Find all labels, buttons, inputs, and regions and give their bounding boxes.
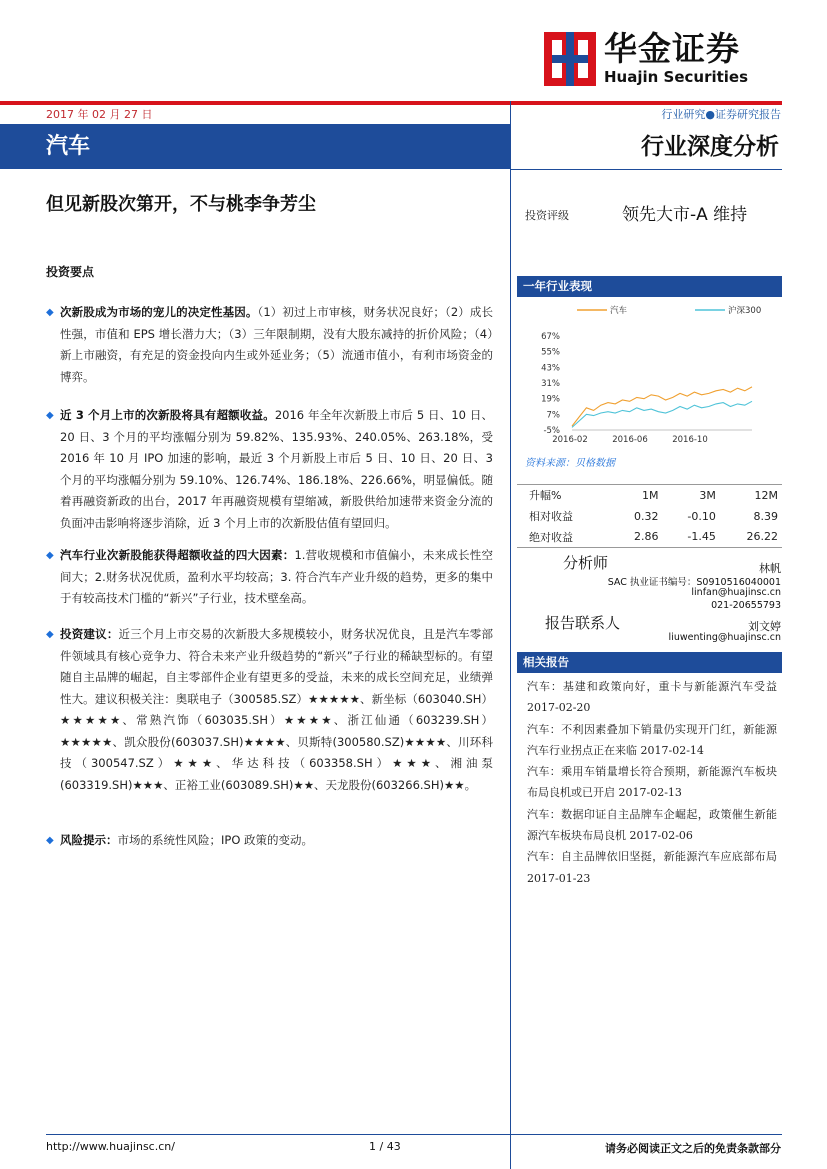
page-number: 1 / 43: [369, 1140, 401, 1153]
table-header-cell: 12M: [720, 485, 782, 506]
legend-label: 汽车: [610, 306, 628, 316]
related-report-item[interactable]: 汽车：基建和政策向好，重卡与新能源汽车受益 2017-02-20: [527, 680, 777, 715]
x-tick-label: 2016-10: [672, 435, 708, 445]
footer-rule: [46, 1134, 782, 1135]
point-item: [46, 405, 493, 534]
y-tick-label: 7%: [546, 410, 560, 421]
analyst-sac-number: SAC 执业证书编号：S0910516040001: [607, 577, 781, 588]
table-header-cell: 3M: [662, 485, 719, 506]
company-logo: [544, 30, 784, 90]
related-reports-header: 相关报告: [517, 652, 782, 673]
table-cell: 0.32: [633, 509, 659, 523]
footer-website-link[interactable]: http://www.huajinsc.cn/: [46, 1140, 175, 1153]
point-text: 1.营收规模和市值偏小，未来成长性空间大；2.财务状况优质，盈利水平均较高；3. 符合汽车产业升级的趋势，更多的集中于有较高技术门槛的“新兴”子行业，技术壁垒高。: [60, 548, 493, 605]
table-cell: 2.86: [611, 527, 662, 548]
table-row: [517, 527, 782, 548]
point-heading: 风险提示：: [60, 833, 118, 847]
rating-label: 投资评级: [525, 209, 569, 222]
table-cell: 绝对收益: [517, 527, 611, 548]
point-heading: 次新股成为市场的宠儿的决定性基因。: [60, 305, 258, 319]
related-report-item[interactable]: 汽车：不利因素叠加下销量仍实现开门红，新能源汽车行业拐点正在来临 2017-02-14: [527, 722, 777, 757]
diamond-bullet-icon: ◆: [46, 550, 54, 561]
point-text: 2016 年全年次新股上市后 5 日、10 日、20 日、3 个月的平均涨幅分别为 59.82%、135.93%、240.05%、263.18%，受 2016 年 10 月 IPO 加速的影响，最近 3 个月新股上市后 5 日、10 日、20 日、3 个月的平均涨幅分别为 59.10%、126.74%、186.18%、226.66%，明显偏低。随着再融资新政的出台，2017 年再融资规模有望缩减，新股供给加速带来资金分流的负面冲击影响将逐步消除，近 3 个月上市的次新股估值有望回归。: [60, 408, 493, 530]
chart-source: 资料来源：贝格数据: [525, 458, 615, 469]
performance-chart: [517, 298, 782, 450]
point-item: [46, 545, 493, 609]
table-cell: 8.39: [753, 509, 778, 523]
x-tick-label: 2016-06: [612, 435, 648, 445]
y-tick-label: 31%: [541, 379, 560, 389]
report-series: 行业研究●证券研究报告: [661, 108, 781, 121]
table-cell: 相对收益: [529, 510, 573, 523]
investment-highlights-label: 投资要点: [46, 265, 95, 279]
y-tick-label: 19%: [541, 394, 560, 405]
point-text: 市场的系统性风险；IPO 政策的变动。: [117, 833, 314, 847]
point-text: 近三个月上市交易的次新股大多规模较小，财务状况优良，且是汽车零部件领域具有核心竞争力、符合未来产业升级趋势的“新兴”子行业的稀缺型标的。有望随自主品牌的崛起，自主零部件企业有望更多的受益，未来的成长空间充足，业绩弹性大。建议积极关注：奥联电子（300585.SZ）★★★★★、新坐标（603040.SH）★★★★★、常熟汽饰（603035.SH）★★★★、浙江仙通（603239.SH）★★★★★、凯众股份(603037.SH)★★★★、贝斯特(300580.SZ)★★★★、川环科技（300547.SZ）★★★、华达科技（603358.SH）★★★、湘油泵(603319.SH)★★★、正裕工业(603089.SH)★★、天龙股份(603266.SH)★★。: [60, 627, 494, 792]
table-cell: 26.22: [720, 527, 782, 548]
chart-panel-header: 一年行业表现: [517, 276, 782, 297]
header-underline: [510, 169, 782, 170]
analyst-name: 林帆: [759, 562, 781, 575]
diamond-bullet-icon: ◆: [46, 307, 54, 318]
legend-label: 沪深300: [728, 306, 762, 316]
contact-title: 报告联系人: [545, 614, 621, 632]
table-row: [517, 506, 782, 527]
report-date: 2017 年 02 月 27 日: [46, 108, 153, 121]
point-heading: 投资建议：: [60, 627, 119, 641]
point-item: [46, 302, 493, 388]
point-heading: 近 3 个月上市的次新股将具有超额收益。: [60, 408, 275, 422]
related-reports-list: [527, 676, 777, 889]
related-report-item[interactable]: 汽车：数据印证自主品牌车企崛起，政策催生新能源汽车板块布局良机 2017-02-06: [527, 807, 777, 843]
performance-table: [517, 484, 782, 548]
y-tick-label: -5%: [543, 426, 560, 436]
table-cell: -1.45: [662, 527, 719, 548]
contact-name: 刘文婷: [748, 620, 781, 633]
point-heading: 汽车行业次新股能获得超额收益的四大因素：: [60, 548, 295, 562]
analyst-email[interactable]: linfan@huajinsc.cn: [691, 587, 781, 598]
logo-english-name: Huajin Securities: [604, 68, 749, 86]
document-type: 行业深度分析: [641, 134, 779, 160]
sector-title: 汽车: [46, 134, 91, 159]
point-item: [46, 830, 493, 852]
table-header-cell: 升幅%: [517, 485, 611, 506]
table-header-cell: 1M: [611, 485, 662, 506]
diamond-bullet-icon: ◆: [46, 835, 54, 846]
logo-chinese-name: 华金证券: [604, 29, 740, 68]
point-item: [46, 624, 493, 817]
y-tick-label: 55%: [541, 347, 560, 358]
diamond-bullet-icon: ◆: [46, 629, 54, 640]
analyst-phone: 021-20655793: [711, 600, 781, 611]
y-tick-label: 43%: [541, 363, 560, 374]
disclaimer-note: 请务必阅读正文之后的免责条款部分: [605, 1142, 781, 1155]
column-divider: [510, 101, 511, 1169]
table-header-row: [517, 485, 782, 506]
series-line-汽车: [572, 387, 752, 426]
diamond-bullet-icon: ◆: [46, 410, 54, 421]
y-tick-label: 67%: [541, 332, 560, 342]
huajin-logo-mark: [544, 32, 596, 86]
investment-points: [46, 302, 493, 870]
header-red-bar: [0, 101, 782, 105]
related-report-item[interactable]: 汽车：自主品牌依旧坚挺，新能源汽车应底部布局 2017-01-23: [527, 850, 777, 885]
rating-value: 领先大市-A 维持: [622, 205, 748, 225]
report-title: 但见新股次第开，不与桃李争芳尘: [46, 194, 316, 215]
x-tick-label: 2016-02: [552, 435, 588, 445]
contact-email[interactable]: liuwenting@huajinsc.cn: [668, 632, 781, 643]
table-cell: -0.10: [687, 509, 716, 523]
point-text: （1）初过上市审核，财务状况良好；（2）成长性强，市值和 EPS 增长潜力大；（3）三年限制期，没有大股东减持的折价风险；（4）新上市融资，有充足的资金投向内生或外延业务；（5）流通市值小，有利市场资金的博弈。: [60, 305, 493, 384]
analyst-title: 分析师: [563, 554, 609, 572]
related-report-item[interactable]: 汽车：乘用车销量增长符合预期，新能源汽车板块布局良机或已开启 2017-02-13: [527, 765, 777, 800]
series-line-沪深300: [572, 401, 752, 427]
